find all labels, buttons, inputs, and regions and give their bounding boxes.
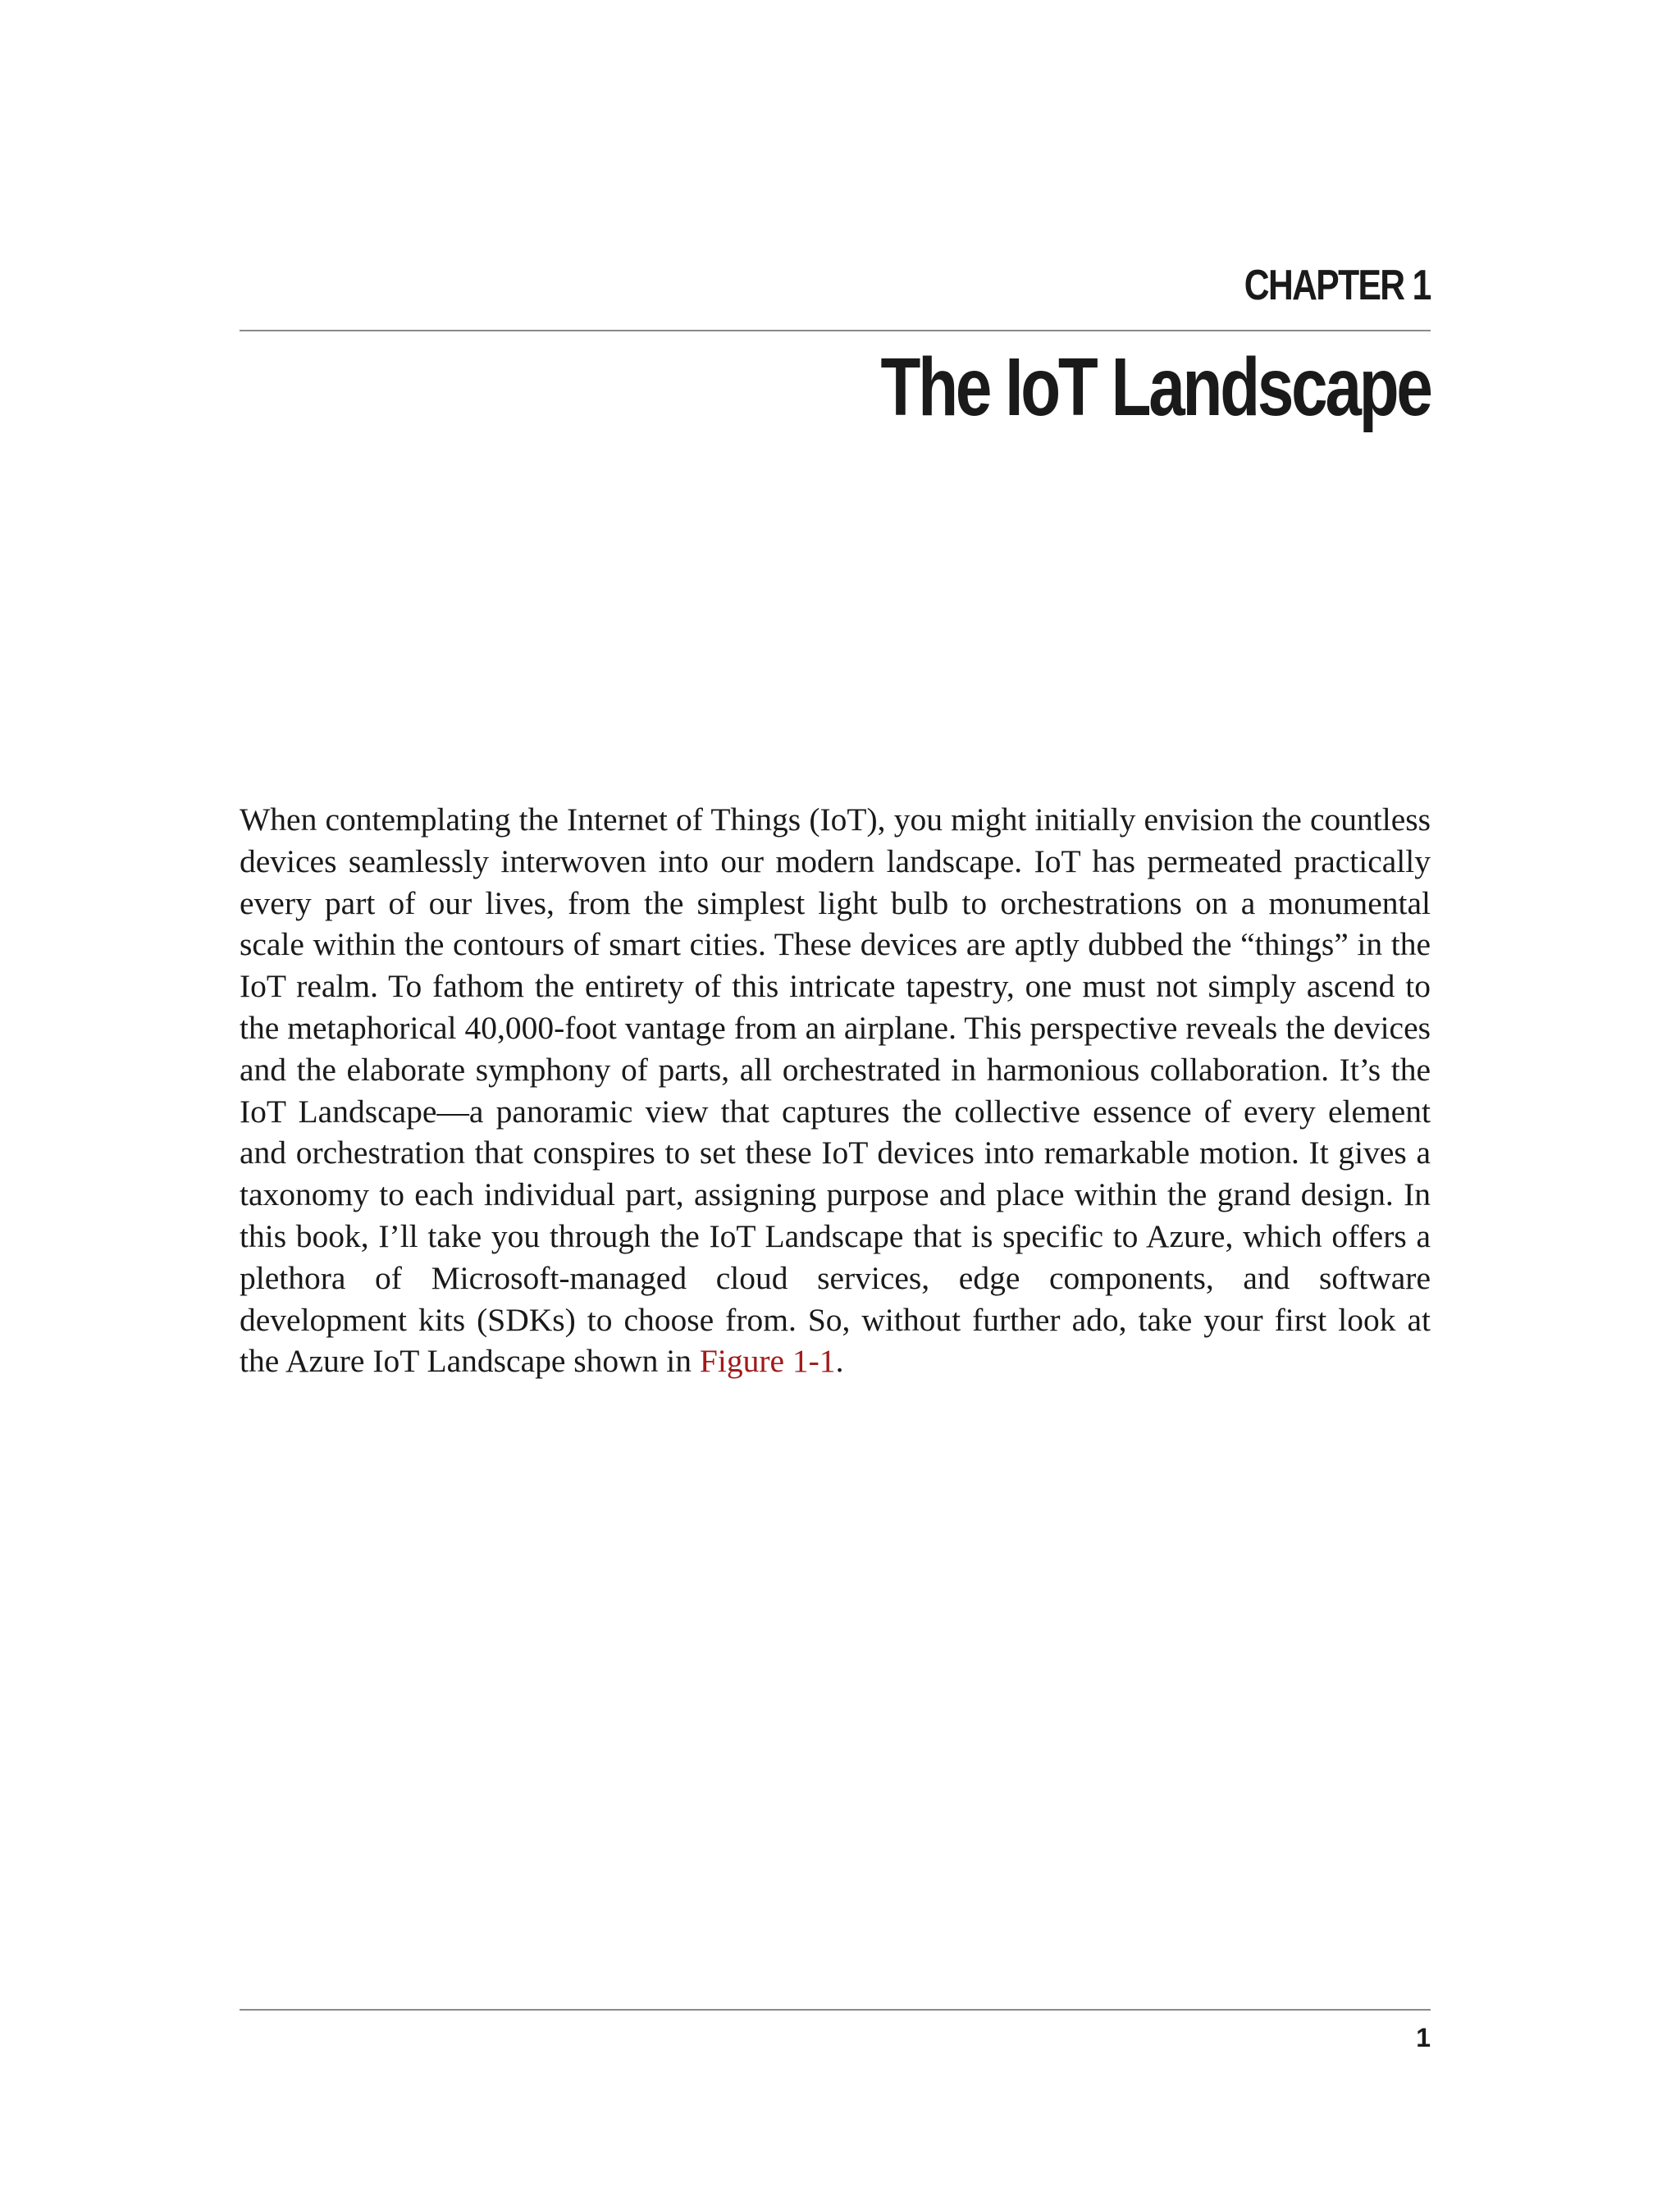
paragraph-text: When contemplating the Internet of Things (IoT), you might initially envision the countless devices seamlessly interwoven into our modern landscape. IoT has permeated practically every part of our lives, from the simplest light bulb to orchestrations on a monumental scale within the contours of smart cities. These devices are aptly dubbed the “things” in the IoT realm. To fathom the entirety of this intricate tapestry, one must not simply ascend to the metaphorical 40,000-foot vantage from an airplane. This perspective reveals the devices and the elaborate symphony of parts, all orchestrated in harmonious collaboration. It’s the IoT Landscape—a panoramic view that captures the collective essence of every element and orchestration that conspires to set these IoT devices into remarkable motion. It gives a taxonomy to each individual part, assigning purpose and place within the grand design. In this book, I’ll take you through the IoT Landscape that is specific to Azure, which offers a plethora of Microsoft-managed cloud services, edge components, and software development kits (SDKs) to choose from. So, without further ado, take your first look at the Azure IoT Landscape shown in	[240, 801, 1431, 1380]
chapter-rule	[240, 330, 1431, 331]
chapter-label: CHAPTER 1	[1244, 262, 1431, 309]
body-paragraph	[240, 799, 1431, 1382]
chapter-title: The IoT Landscape	[880, 341, 1431, 433]
footer-rule	[240, 2009, 1431, 2011]
figure-link[interactable]: Figure 1-1	[699, 1343, 836, 1380]
paragraph-trailing: .	[835, 1343, 844, 1380]
page-number: 1	[1416, 2023, 1431, 2052]
